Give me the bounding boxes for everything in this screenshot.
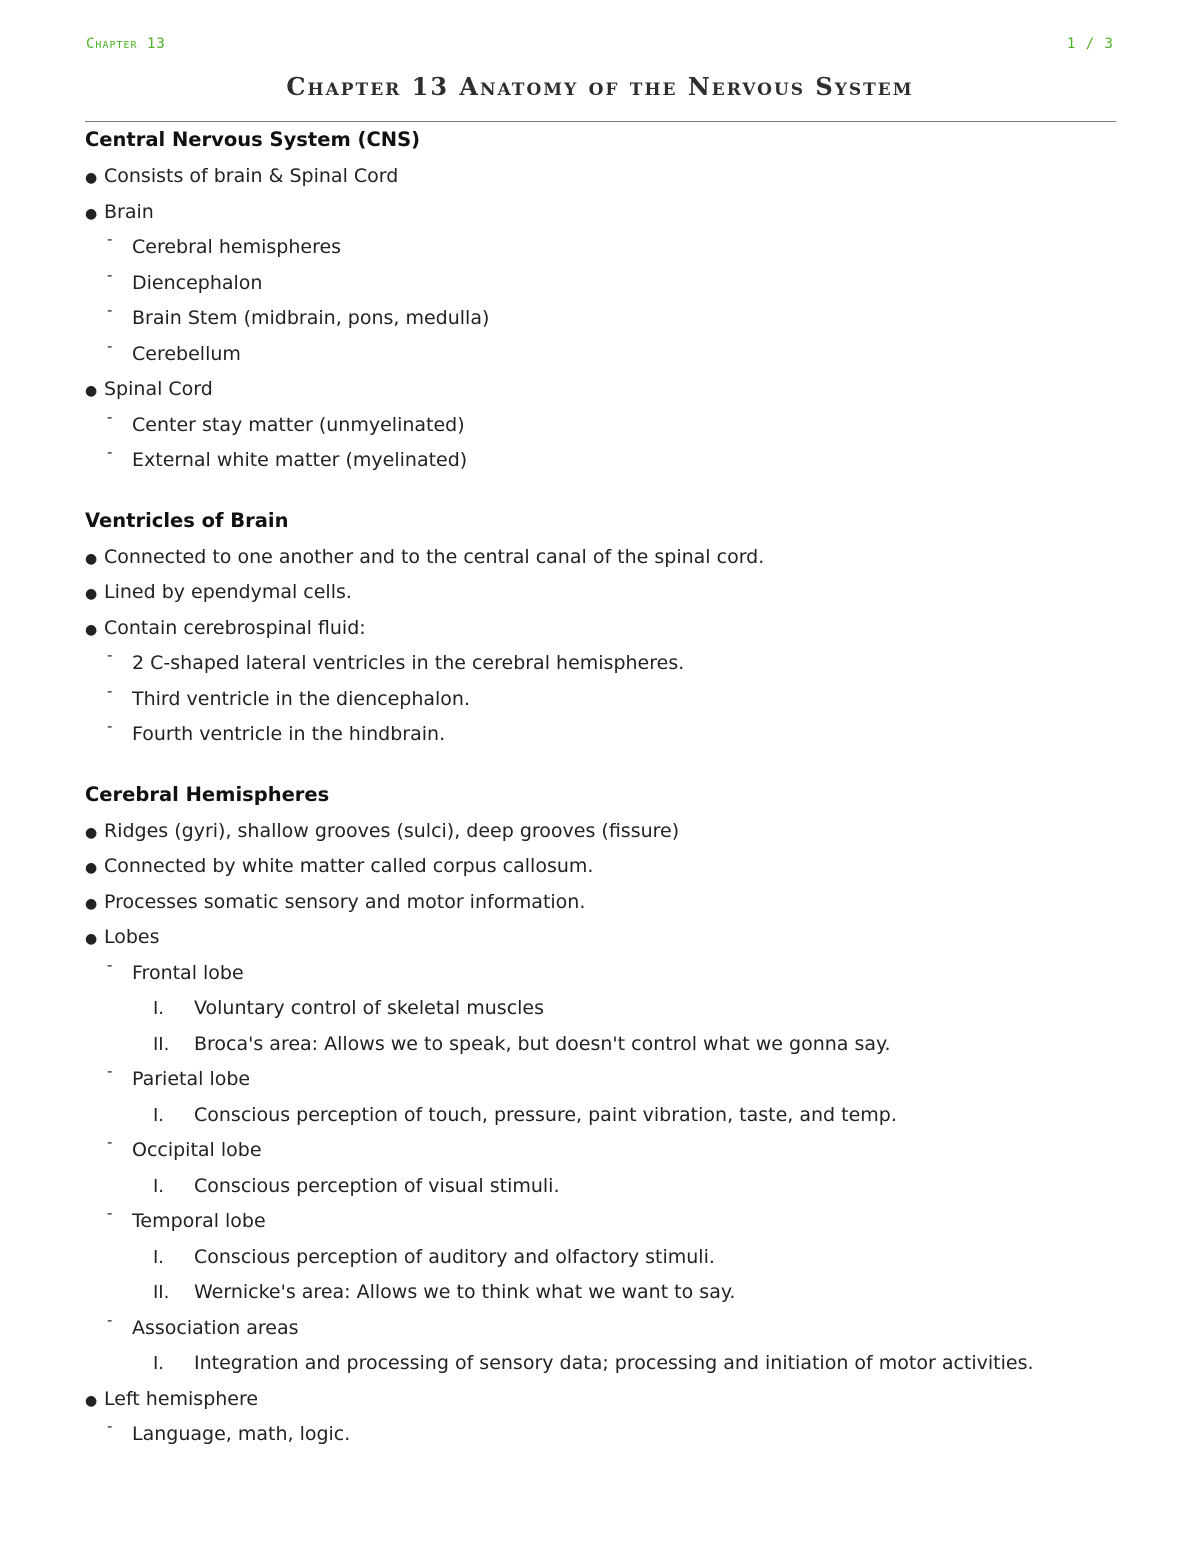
dash-item: - Cerebellum bbox=[85, 337, 1125, 373]
dash-item: - External white matter (myelinated) bbox=[85, 443, 1125, 479]
dash-icon: - bbox=[107, 717, 113, 735]
bullet-item: ● Contain cerebrospinal fluid: bbox=[85, 611, 1125, 647]
dash-item: - Brain Stem (midbrain, pons, medulla) bbox=[85, 301, 1125, 337]
numbered-item: II. Wernicke's area: Allows we to think what we want to say. bbox=[85, 1275, 1125, 1311]
bullet-item: ● Connected to one another and to the central canal of the spinal cord. bbox=[85, 540, 1125, 576]
dash-icon: - bbox=[107, 646, 113, 664]
roman-numeral: II. bbox=[153, 1033, 170, 1055]
chapter-label: Chapter 13 bbox=[86, 36, 166, 52]
bullet-item: ● Connected by white matter called corpus callosum. bbox=[85, 849, 1125, 885]
bullet-dot-icon: ● bbox=[85, 931, 98, 947]
bullet-dot-icon: ● bbox=[85, 824, 98, 841]
dash-item: - Association areas bbox=[85, 1311, 1125, 1347]
roman-numeral: I. bbox=[153, 1246, 165, 1268]
bullet-dot-icon: ● bbox=[85, 895, 98, 912]
bullet-dot-icon: ● bbox=[85, 205, 98, 222]
dash-icon: - bbox=[107, 1062, 113, 1080]
roman-numeral: I. bbox=[153, 998, 165, 1019]
section-ventricles bbox=[85, 505, 1125, 753]
dash-item: - Occipital lobe bbox=[85, 1133, 1125, 1169]
dash-icon: - bbox=[107, 681, 113, 700]
numbered-item: I. Voluntary control of skeletal muscles bbox=[85, 991, 1125, 1027]
bullet-item: ● Left hemisphere bbox=[85, 1382, 1125, 1418]
document-title: Chapter 13 Anatomy of the Nervous System bbox=[286, 72, 914, 101]
roman-numeral: II. bbox=[153, 1282, 170, 1303]
dash-icon: - bbox=[107, 1417, 113, 1435]
dash-item: - Fourth ventricle in the hindbrain. bbox=[85, 717, 1125, 753]
roman-numeral: I. bbox=[153, 1104, 165, 1126]
bullet-dot-icon: ● bbox=[85, 170, 98, 186]
dash-icon: - bbox=[107, 1310, 113, 1329]
dash-icon: - bbox=[107, 265, 113, 284]
bullet-dot-icon: ● bbox=[85, 860, 98, 876]
dash-item: - 2 C-shaped lateral ventricles in the cerebral hemispheres. bbox=[85, 646, 1125, 682]
dash-icon: - bbox=[107, 407, 113, 426]
dash-item: - Temporal lobe bbox=[85, 1204, 1125, 1240]
dash-item: - Center stay matter (unmyelinated) bbox=[85, 408, 1125, 444]
bullet-dot-icon: ● bbox=[85, 586, 98, 602]
numbered-item: I. Integration and processing of sensory data; processing and initiation of motor activities. bbox=[85, 1346, 1125, 1382]
bullet-dot-icon: ● bbox=[85, 1392, 98, 1409]
dash-item: - Language, math, logic. bbox=[85, 1417, 1125, 1453]
dash-icon: - bbox=[107, 443, 113, 461]
bullet-item: ● Lobes bbox=[85, 920, 1125, 956]
numbered-item: I. Conscious perception of touch, pressure, paint vibration, taste, and temp. bbox=[85, 1098, 1125, 1134]
bullet-item: ● Consists of brain & Spinal Cord bbox=[85, 159, 1125, 195]
dash-item: - Third ventricle in the diencephalon. bbox=[85, 682, 1125, 718]
section-title: Central Nervous System (CNS) bbox=[85, 128, 421, 151]
section-cns bbox=[85, 124, 1125, 479]
dash-icon: - bbox=[107, 230, 113, 248]
dash-icon: - bbox=[107, 955, 113, 974]
bullet-item: ● Brain bbox=[85, 195, 1125, 231]
dash-icon: - bbox=[107, 301, 113, 319]
dash-icon: - bbox=[107, 1204, 113, 1222]
dash-item: - Cerebral hemispheres bbox=[85, 230, 1125, 266]
page-indicator: 1 / 3 bbox=[1066, 36, 1114, 52]
numbered-item: II. Broca's area: Allows we to speak, but doesn't control what we gonna say. bbox=[85, 1027, 1125, 1063]
dash-icon: - bbox=[107, 336, 113, 355]
document-body bbox=[85, 124, 1125, 1479]
title-divider bbox=[85, 121, 1116, 122]
section-title: Cerebral Hemispheres bbox=[85, 782, 330, 806]
bullet-item: ● Lined by ependymal cells. bbox=[85, 575, 1125, 611]
roman-numeral: I. bbox=[153, 1353, 165, 1374]
dash-icon: - bbox=[107, 1133, 113, 1151]
bullet-item: ● Spinal Cord bbox=[85, 372, 1125, 408]
numbered-item: I. Conscious perception of auditory and olfactory stimuli. bbox=[85, 1240, 1125, 1276]
bullet-dot-icon: ● bbox=[85, 383, 98, 399]
bullet-dot-icon: ● bbox=[85, 550, 98, 567]
section-title: Ventricles of Brain bbox=[85, 508, 289, 532]
dash-item: - Frontal lobe bbox=[85, 956, 1125, 992]
numbered-item: I. Conscious perception of visual stimuli. bbox=[85, 1169, 1125, 1205]
bullet-item: ● Ridges (gyri), shallow grooves (sulci), deep grooves (fissure) bbox=[85, 814, 1125, 850]
bullet-item: ● Processes somatic sensory and motor information. bbox=[85, 885, 1125, 921]
dash-item: - Parietal lobe bbox=[85, 1062, 1125, 1098]
bullet-dot-icon: ● bbox=[85, 621, 98, 638]
dash-item: - Diencephalon bbox=[85, 266, 1125, 302]
roman-numeral: I. bbox=[153, 1175, 165, 1197]
section-cerebral-hemispheres bbox=[85, 779, 1125, 1453]
